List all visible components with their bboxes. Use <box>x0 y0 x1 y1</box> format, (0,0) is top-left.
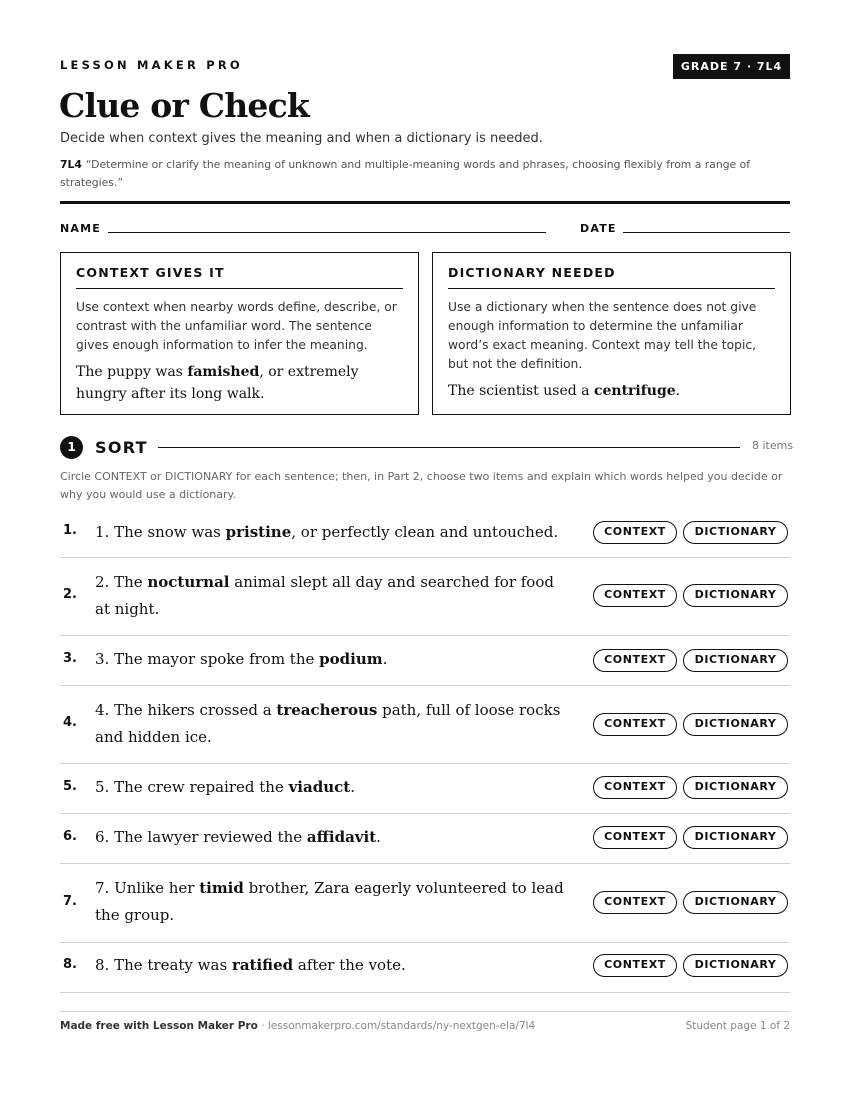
sort-item <box>60 814 790 864</box>
dictionary-box-example: The scientist used a centrifuge. <box>448 383 681 399</box>
item-sentence: 6. The lawyer reviewed the affidavit. <box>95 828 381 846</box>
item-sentence: 7. Unlike her timid brother, Zara eagerly volunteered to lead the group. <box>95 879 564 924</box>
section-title: SORT <box>95 438 148 457</box>
footer-credit <box>60 1020 535 1032</box>
context-gives-it-box <box>60 252 419 415</box>
dictionary-box-heading: DICTIONARY NEEDED <box>448 265 775 289</box>
context-choice[interactable]: CONTEXT <box>593 649 677 672</box>
context-choice[interactable]: CONTEXT <box>593 713 677 736</box>
target-word: timid <box>199 879 244 897</box>
sort-item <box>60 943 790 993</box>
example-word: famished <box>187 364 260 380</box>
sort-item <box>60 864 790 943</box>
page-indicator: Student page 1 of 2 <box>685 1020 790 1032</box>
date-label: DATE <box>580 222 617 235</box>
target-word: nocturnal <box>147 573 230 591</box>
page-subtitle: Decide when context gives the meaning and when a dictionary is needed. <box>60 131 543 146</box>
standard-statement <box>60 156 790 191</box>
grade-badge: GRADE 7 · 7L4 <box>673 54 790 79</box>
item-number: 7. <box>63 894 77 909</box>
sort-item <box>60 764 790 814</box>
context-choice[interactable]: CONTEXT <box>593 826 677 849</box>
standard-code: 7L4 <box>60 158 82 171</box>
item-sentence: 2. The nocturnal animal slept all day and searched for food at night. <box>95 573 554 618</box>
sort-item <box>60 686 790 764</box>
standard-text: “Determine or clarify the meaning of unknown and multiple-meaning words and phrases, choosing flexibly from a range of strategies.” <box>60 158 751 189</box>
target-word: viaduct <box>288 778 351 796</box>
section-instructions: Circle CONTEXT or DICTIONARY for each sentence; then, in Part 2, choose two items and explain which words helped you decide or why you would use a dictionary. <box>60 470 783 501</box>
dictionary-choice[interactable]: DICTIONARY <box>683 954 788 977</box>
date-field[interactable] <box>623 232 790 233</box>
item-sentence: 1. The snow was pristine, or perfectly clean and untouched. <box>95 523 559 541</box>
page-title: Clue or Check <box>59 86 309 125</box>
footer-divider <box>60 1011 790 1012</box>
item-number: 6. <box>63 829 77 844</box>
target-word: pristine <box>225 523 292 541</box>
header-divider <box>60 201 790 204</box>
item-count: 8 items <box>752 439 794 452</box>
dictionary-choice[interactable]: DICTIONARY <box>683 521 788 544</box>
dictionary-choice[interactable]: DICTIONARY <box>683 776 788 799</box>
item-number: 3. <box>63 651 77 666</box>
example-word: centrifuge <box>593 383 676 399</box>
section-divider <box>158 447 740 448</box>
sort-item <box>60 558 790 636</box>
context-choice[interactable]: CONTEXT <box>593 584 677 607</box>
target-word: affidavit <box>306 828 377 846</box>
context-choice[interactable]: CONTEXT <box>593 954 677 977</box>
item-sentence: 3. The mayor spoke from the podium. <box>95 650 388 668</box>
footer-url[interactable]: · lessonmakerpro.com/standards/ny-nextgen-ela/7l4 <box>257 1020 536 1032</box>
context-box-example: The puppy was famished, or extremely hungry after its long walk. <box>76 364 359 402</box>
section-number-badge: 1 <box>60 436 83 459</box>
footer-made-with: Made free with Lesson Maker Pro <box>60 1020 258 1032</box>
context-choice[interactable]: CONTEXT <box>593 776 677 799</box>
context-box-heading: CONTEXT GIVES IT <box>76 265 403 289</box>
brand-name: LESSON MAKER PRO <box>60 58 243 72</box>
context-box-description: Use context when nearby words define, describe, or contrast with the unfamiliar word. The sentence gives enough information to infer the meaning. <box>76 300 397 352</box>
target-word: ratified <box>231 956 294 974</box>
context-choice[interactable]: CONTEXT <box>593 521 677 544</box>
sort-item <box>60 636 790 686</box>
item-number: 5. <box>63 779 77 794</box>
item-sentence: 4. The hikers crossed a treacherous path, full of loose rocks and hidden ice. <box>95 701 561 746</box>
dictionary-choice[interactable]: DICTIONARY <box>683 891 788 914</box>
item-sentence: 5. The crew repaired the viaduct. <box>95 778 355 796</box>
item-number: 4. <box>63 715 77 730</box>
name-label: NAME <box>60 222 101 235</box>
item-sentence: 8. The treaty was ratified after the vote. <box>95 956 406 974</box>
context-choice[interactable]: CONTEXT <box>593 891 677 914</box>
item-number: 8. <box>63 957 77 972</box>
name-field[interactable] <box>108 232 546 233</box>
item-number: 1. <box>63 523 77 538</box>
target-word: treacherous <box>276 701 378 719</box>
sort-item <box>60 508 790 558</box>
dictionary-choice[interactable]: DICTIONARY <box>683 649 788 672</box>
dictionary-choice[interactable]: DICTIONARY <box>683 713 788 736</box>
item-number: 2. <box>63 587 77 602</box>
dictionary-box-description: Use a dictionary when the sentence does not give enough information to determine the unfamiliar word’s exact meaning. Context may tell the topic, but not the definition. <box>448 300 757 371</box>
dictionary-choice[interactable]: DICTIONARY <box>683 584 788 607</box>
dictionary-choice[interactable]: DICTIONARY <box>683 826 788 849</box>
target-word: podium <box>319 650 383 668</box>
dictionary-needed-box <box>432 252 791 415</box>
